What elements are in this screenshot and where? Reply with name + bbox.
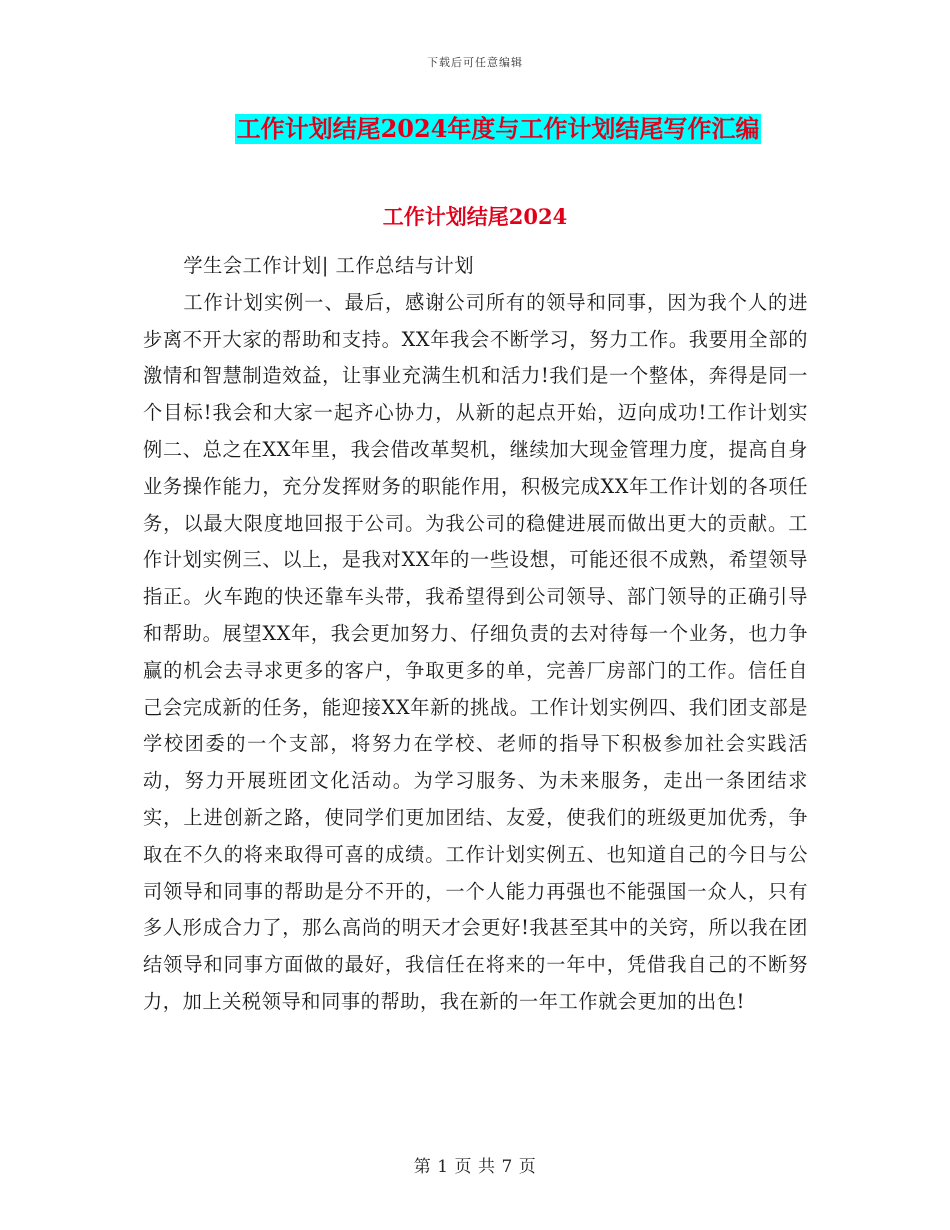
section-title: 工作计划结尾2024 <box>382 204 568 229</box>
paragraph-heading-line: 学生会工作计划| 工作总结与计划 <box>183 254 475 277</box>
main-title: 工作计划结尾2024年度与工作计划结尾写作汇编 <box>236 114 760 143</box>
main-title-container <box>0 114 950 144</box>
footer-total-pages: 7 <box>501 1157 513 1177</box>
footer-page-number: 1 <box>437 1157 449 1177</box>
footer-suffix: 页 <box>518 1157 537 1177</box>
document-body <box>143 248 808 1021</box>
footer-prefix: 第 <box>413 1157 432 1177</box>
paragraph-main: 工作计划实例一、最后，感谢公司所有的领导和同事，因为我个人的进步离不开大家的帮助和支持。XX年我会不断学习，努力工作。我要用全部的激情和智慧制造效益，让事业充满生机和活力!我们是一个整体，奔得是同一个目标!我会和大家一起齐心协力，从新的起点开始，迈向成功!工作计划实例二、总之在XX年里，我会借改革契机，继续加大现金管理力度，提高自身业务操作能力，充分发挥财务的职能作用，积极完成XX年工作计划的各项任务，以最大限度地回报于公司。为我公司的稳健进展而做出更大的贡献。工作计划实例三、以上，是我对XX年的一些设想，可能还很不成熟，希望领导指正。火车跑的快还靠车头带，我希望得到公司领导、部门领导的正确引导和帮助。展望XX年，我会更加努力、仔细负责的去对待每一个业务，也力争赢的机会去寻求更多的客户，争取更多的单，完善厂房部门的工作。信任自己会完成新的任务，能迎接XX年新的挑战。工作计划实例四、我们团支部是学校团委的一个支部，将努力在学校、老师的指导下积极参加社会实践活动，努力开展班团文化活动。为学习服务、为未来服务，走出一条团结求实，上进创新之路，使同学们更加团结、友爱，使我们的班级更加优秀，争取在不久的将来取得可喜的成绩。工作计划实例五、也知道自己的今日与公司领导和同事的帮助是分不开的，一个人能力再强也不能强国一众人，只有多人形成合力了，那么高尚的明天才会更好!我甚至其中的关窍，所以我在团结领导和同事方面做的最好，我信任在将来的一年中，凭借我自己的不断努力，加上关税领导和同事的帮助，我在新的一年工作就会更加的出色! <box>143 290 808 1013</box>
header-note: 下载后可任意编辑 <box>427 56 523 69</box>
footer-middle: 页 共 <box>454 1157 496 1177</box>
page-footer <box>0 1152 950 1177</box>
